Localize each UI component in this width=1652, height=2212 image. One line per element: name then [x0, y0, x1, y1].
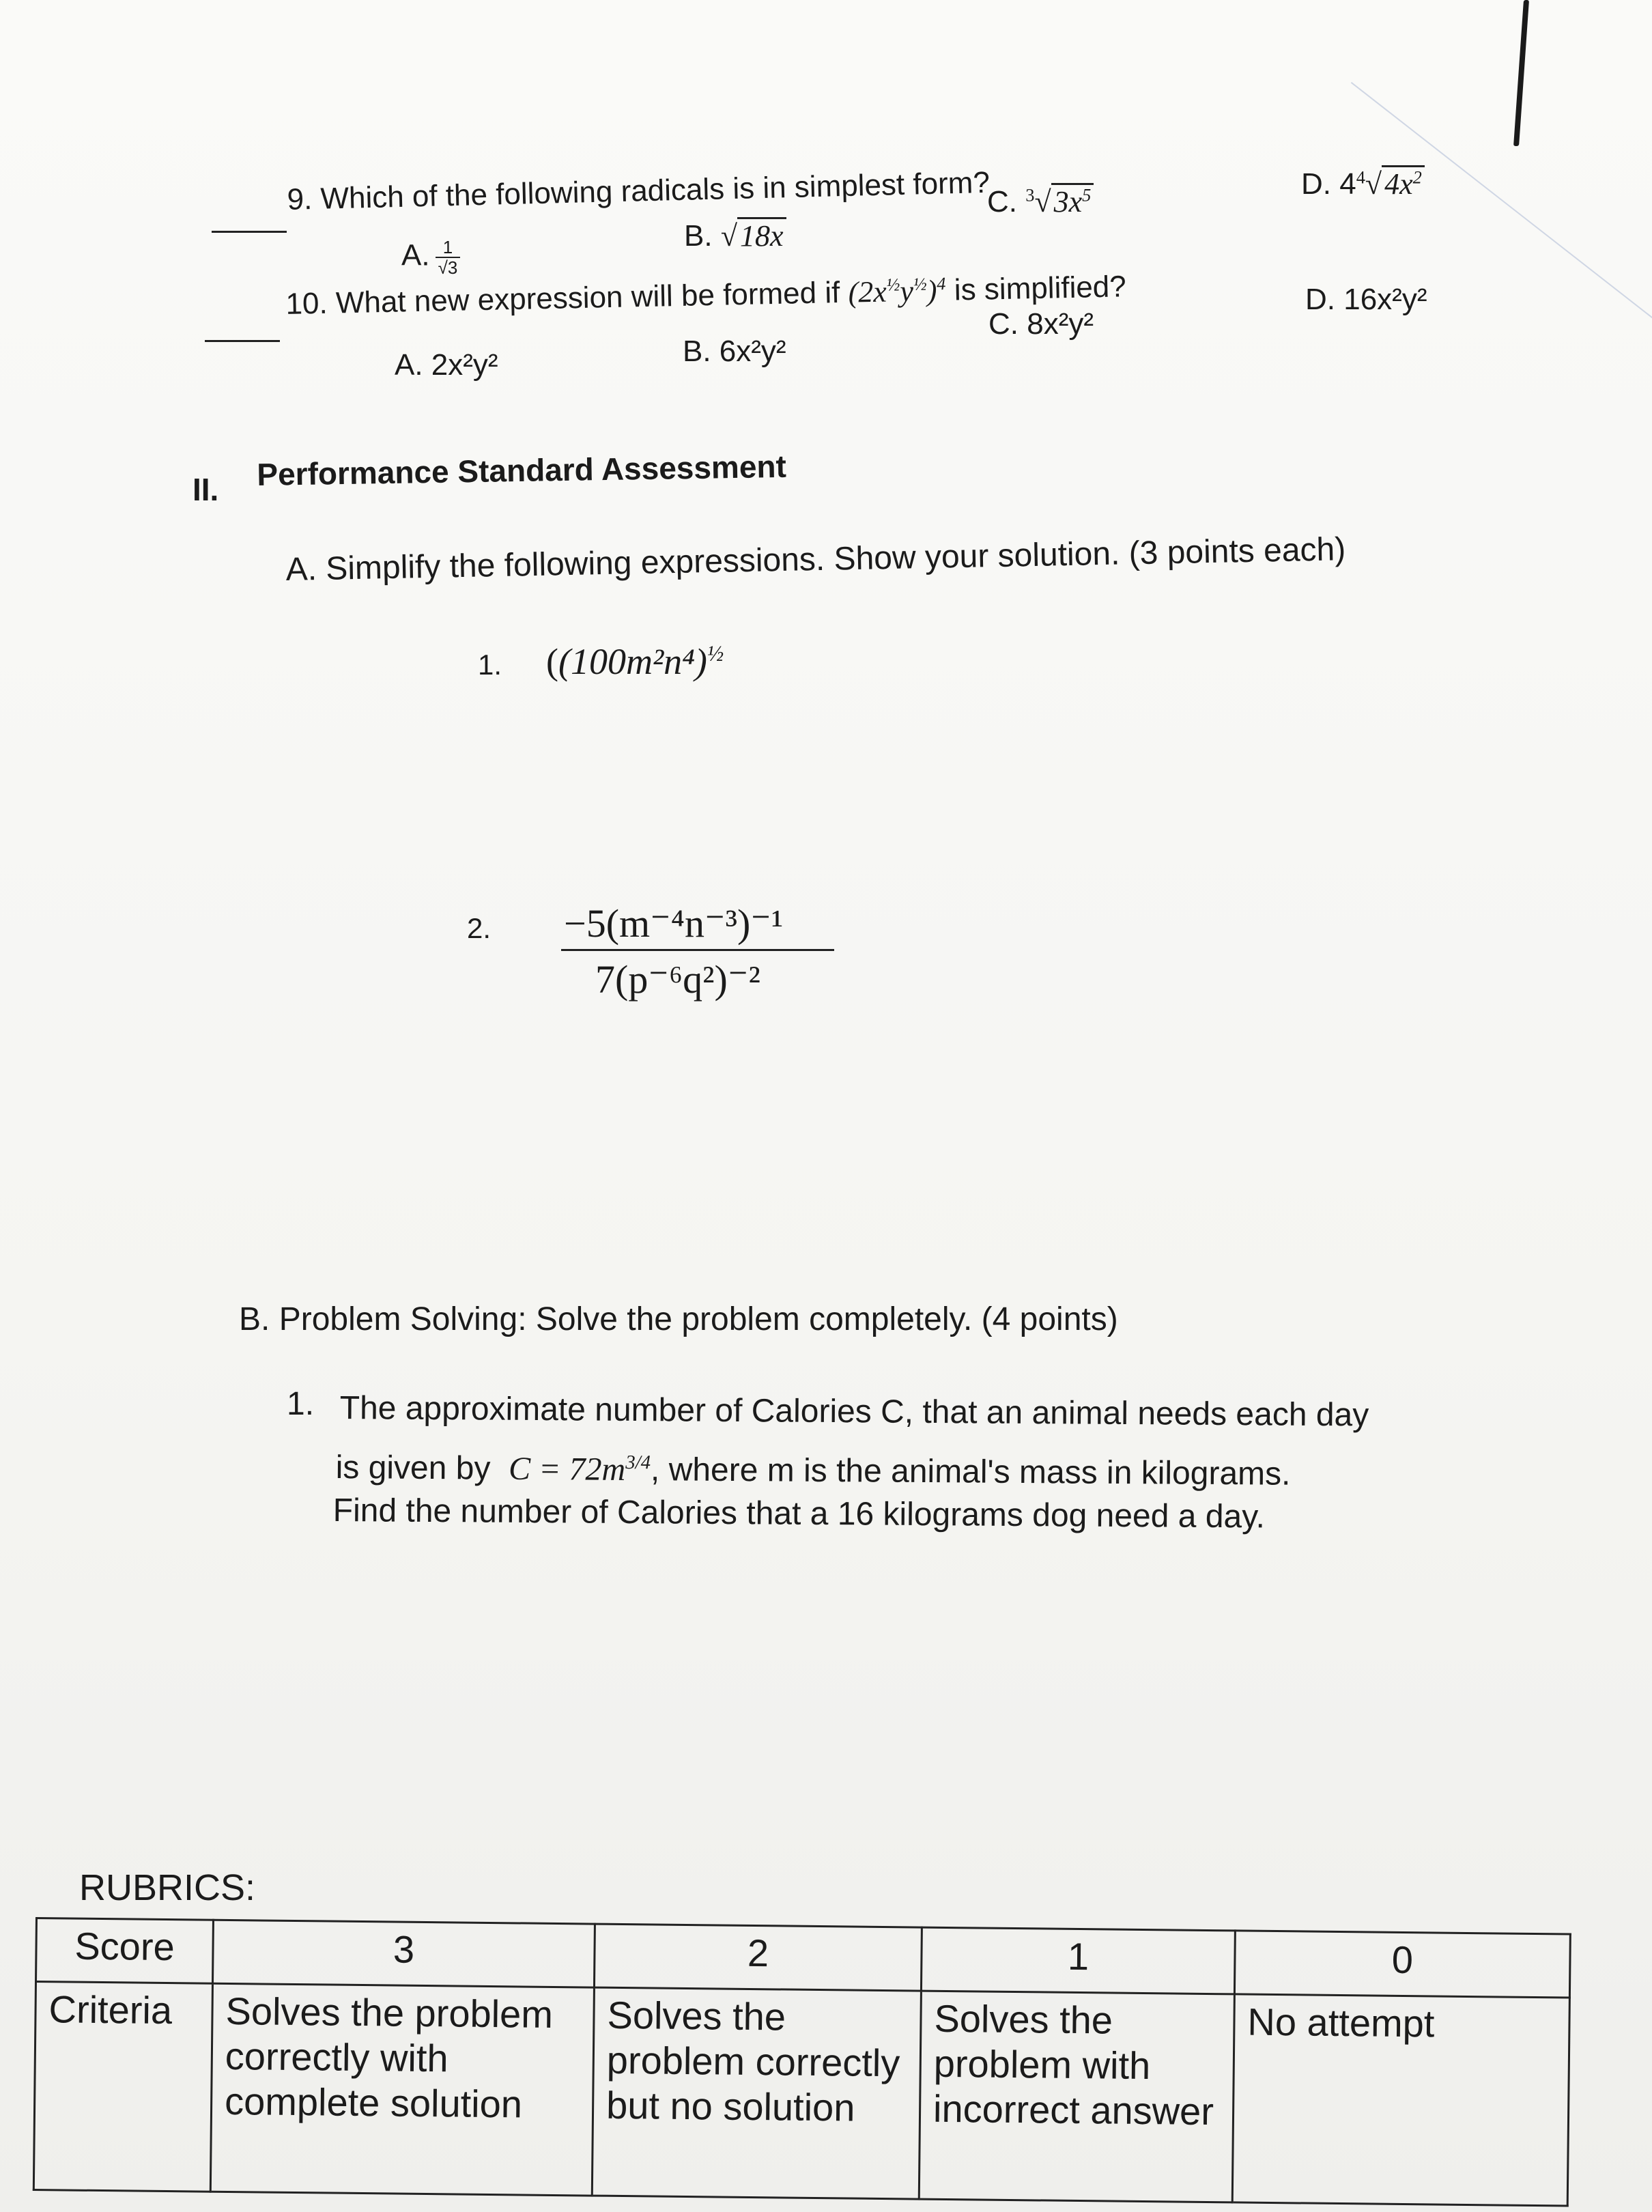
score-cell: 0 — [1234, 1931, 1570, 1998]
fraction-bar — [561, 949, 834, 951]
q9-option-a[interactable]: A. $\frac{1}{√3}$ — [401, 238, 460, 277]
q10-option-a[interactable]: A. 2x²y² — [395, 348, 498, 382]
part-b-line2: is given by $C = 72m^{3/4}$, where m is the animal's mass in kilograms. — [335, 1449, 1291, 1492]
fraction: $\frac{1}{√3}$ — [436, 238, 461, 277]
criteria-label: Criteria — [33, 1982, 212, 2192]
q10-text: 10. What new expression will be formed if $(2x^{\frac{1}{2}}y^{\frac{1}{2}})^4$ is simplified? — [285, 270, 1127, 321]
item2-number: 2. — [467, 912, 492, 944]
criteria-row — [33, 1982, 1569, 2207]
criteria-cell: Solves the problem with incorrect answer — [919, 1991, 1234, 2202]
item2-numerator: −5(m⁻⁴n⁻³)⁻¹ — [564, 901, 784, 946]
q10-expression: $(2x^{\frac{1}{2}}y^{\frac{1}{2}})^4$ — [847, 273, 946, 309]
q9-option-b[interactable]: B. √18x — [684, 218, 786, 253]
q10-option-c[interactable]: C. 8x²y² — [988, 307, 1094, 341]
score-cell: 1 — [921, 1927, 1235, 1994]
q9-option-d[interactable]: D. $4^4√4x^2$ — [1301, 167, 1425, 201]
item1-expression: ($(100m^2n^4)^{\frac{1}{2}}$ — [546, 641, 724, 682]
q9-text: 9. Which of the following radicals is in simplest form? — [287, 165, 991, 216]
score-cell: 2 — [594, 1924, 922, 1991]
part-b-line3: Find the number of Calories that a 16 kilograms dog need a day. — [332, 1492, 1266, 1535]
criteria-cell: Solves the problem correctly with complete solution — [210, 1983, 594, 2196]
answer-blank-q9[interactable] — [212, 231, 287, 233]
part-b-item-number: 1. — [287, 1386, 315, 1422]
section-title: Performance Standard Assessment — [257, 448, 787, 492]
rubrics-label: RUBRICS: — [79, 1867, 256, 1908]
part-a-instruction: A. Simplify the following expressions. Show your solution. (3 points each) — [285, 531, 1346, 588]
q9-option-c[interactable]: C. $^3√3x^5$ — [987, 184, 1094, 219]
q10-option-b[interactable]: B. 6x²y² — [683, 335, 786, 368]
score-cell: 3 — [212, 1920, 595, 1987]
part-b-line1: The approximate number of Calories C, that an animal needs each day — [339, 1389, 1369, 1434]
criteria-cell: No attempt — [1232, 1994, 1569, 2206]
answer-blank-q10[interactable] — [205, 340, 280, 342]
q10-option-d[interactable]: D. 16x²y² — [1305, 283, 1427, 316]
item1-number: 1. — [478, 649, 502, 681]
calorie-formula: $C = 72m^{3/4}$ — [508, 1450, 651, 1488]
item2-denominator: 7(p⁻⁶q²)⁻² — [595, 957, 760, 1002]
part-b-instruction: B. Problem Solving: Solve the problem completely. (4 points) — [239, 1301, 1118, 1337]
criteria-cell: Solves the problem correctly but no solution — [592, 1987, 921, 2199]
score-label: Score — [36, 1918, 214, 1984]
section-numeral: II. — [193, 472, 219, 507]
rubrics-table — [33, 1917, 1571, 2207]
